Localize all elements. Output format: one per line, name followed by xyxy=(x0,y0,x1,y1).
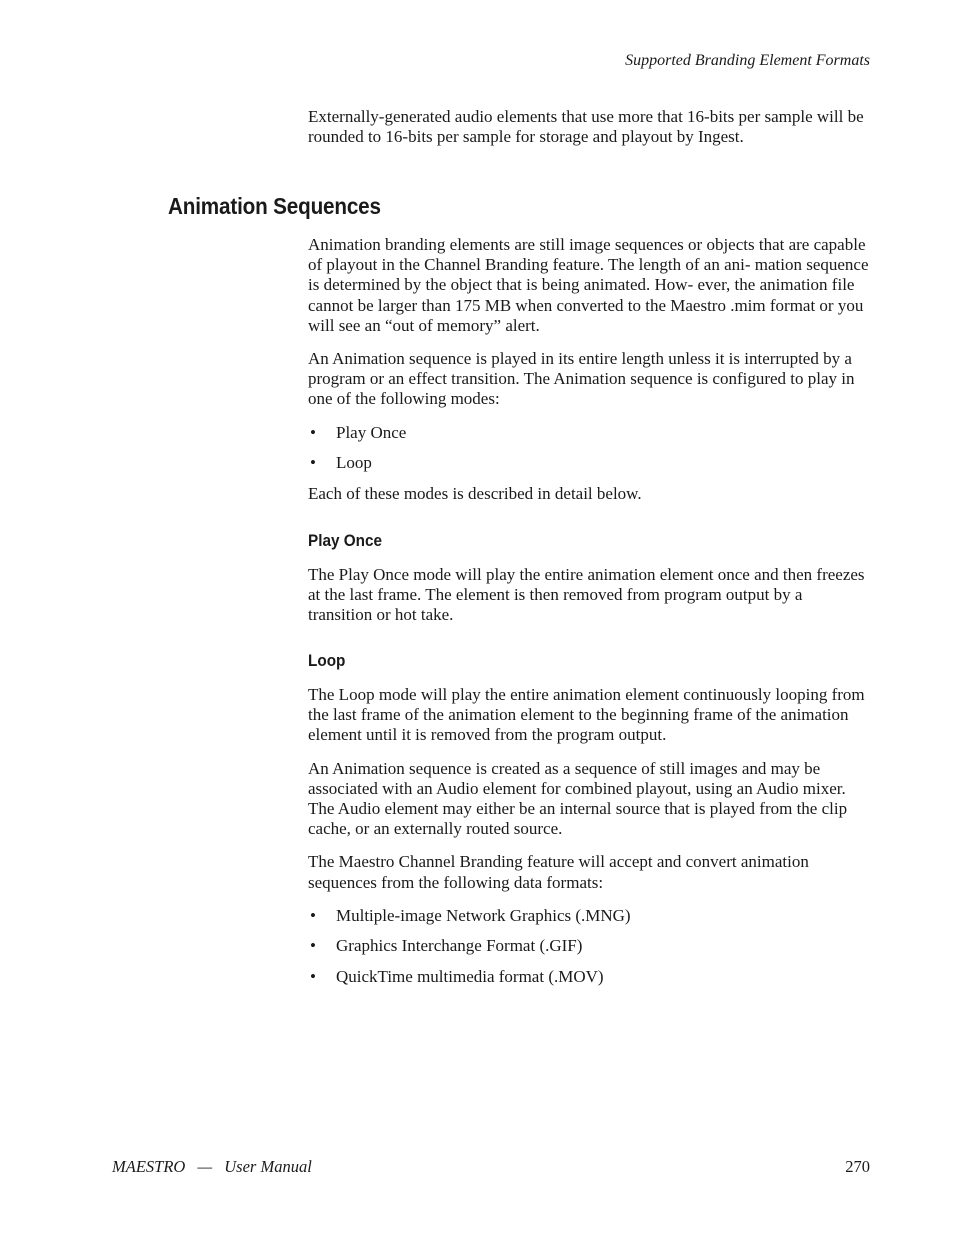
list-item-label: Graphics Interchange Format (.GIF) xyxy=(336,936,583,956)
section-paragraph-1: Animation branding elements are still image sequences or objects that are capable of playout in the Channel Branding feature. The length of an ani- mation sequence is determined by the object that is being animated. How- ever, the animation file cannot be larger than 175 MB when converted to the Maestro .mim format or you will see an “out of memory” alert. xyxy=(308,235,869,335)
section-paragraph-3: Each of these modes is described in detail below. xyxy=(308,483,642,503)
list-item xyxy=(308,936,870,956)
section-body xyxy=(308,235,870,504)
intro-block xyxy=(308,107,870,147)
loop-paragraph-3: The Maestro Channel Branding feature will accept and convert animation sequences from the following data formats: xyxy=(308,852,809,892)
play-once-body xyxy=(308,565,870,626)
loop-paragraph-1: The Loop mode will play the entire animation element continuously looping from the last frame of the animation element to the beginning frame of the animation element until it is removed from the program output. xyxy=(308,685,865,745)
page-number: 270 xyxy=(845,1157,870,1176)
list-item-label: Play Once xyxy=(336,422,407,442)
bullet-icon: • xyxy=(310,422,316,442)
running-header: Supported Branding Element Formats xyxy=(625,52,870,69)
list-item-label: Loop xyxy=(336,453,372,473)
list-item xyxy=(308,423,870,443)
section-paragraph-2: An Animation sequence is played in its entire length unless it is interrupted by a program or an effect transition. The Animation sequence is configured to play in one of the following modes: xyxy=(308,349,855,409)
footer-dash: — xyxy=(197,1157,213,1176)
formats-list xyxy=(308,906,870,987)
bullet-icon: • xyxy=(310,453,316,473)
list-item xyxy=(308,967,870,987)
bullet-icon: • xyxy=(310,905,316,925)
play-once-paragraph: The Play Once mode will play the entire animation element once and then freezes at the last frame. The element is then removed from program output by a transition or hot take. xyxy=(308,565,865,625)
loop-heading: Loop xyxy=(308,651,346,670)
bullet-icon: • xyxy=(310,966,316,986)
section-heading: Animation Sequences xyxy=(168,193,381,219)
list-item-label: Multiple-image Network Graphics (.MNG) xyxy=(336,905,631,925)
bullet-icon: • xyxy=(310,936,316,956)
modes-list xyxy=(308,423,870,474)
list-item-label: QuickTime multimedia format (.MOV) xyxy=(336,966,604,986)
footer-product: MAESTRO xyxy=(112,1157,186,1176)
footer-title xyxy=(112,1157,312,1177)
loop-paragraph-2: An Animation sequence is created as a sequence of still images and may be associated with an Audio element for combined playout, using an Audio mixer. The Audio element may either be an internal source that is played from the clip cache, or an externally routed source. xyxy=(308,758,848,839)
footer-manual: User Manual xyxy=(224,1157,312,1176)
list-item xyxy=(308,453,870,473)
play-once-heading: Play Once xyxy=(308,531,382,550)
list-item xyxy=(308,906,870,926)
loop-body xyxy=(308,685,870,997)
intro-paragraph: Externally-generated audio elements that use more that 16-bits per sample will be rounded to 16-bits per sample for storage and playout by Ingest. xyxy=(308,107,864,147)
